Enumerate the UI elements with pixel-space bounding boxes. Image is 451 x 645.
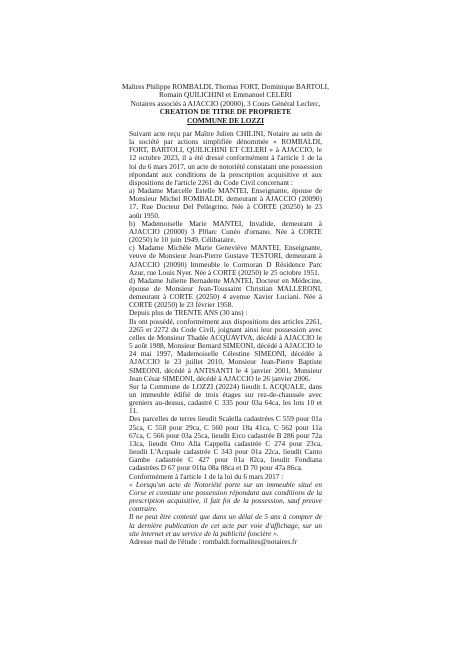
commune-heading: COMMUNE DE LOZZI [186, 115, 265, 125]
party-b: b) Mademoiselle Marie MANTEI, Invalide, demeurant à AJACCIO (20000) 3 Pl0arc Cunéo d'ornano. Née à CORTE (20250) le 10 juin 1949. Célibataire. [129, 218, 322, 245]
party-d: d) Madame Juliette Bernadette MANTEI, Docteur en Médecine, épouse de Monsieur Jean-Toussaint Christian MALLERONI, demeurant à CORTE (20250) 4 avenue Xavier Luciani. Née à CORTE (20250) le 23 février 1958. [129, 275, 322, 310]
notice-title: CREATION DE TITRE DE PROPRIETE [159, 107, 292, 117]
law-quote-2: Il ne peut être contesté que dans un délai de 5 ans à compter de la dernière publication de cet acte par voie d'affichage, sur un site internet et au service de la publicité foncière ». [129, 512, 322, 538]
law-quote-1: « Lorsqu'un acte de Notoriété porte sur un immeuble situé en Corse et constate une possession répondant aux conditions de la prescription acquisitive, il fait foi de la possession, sauf preuve contraire. [129, 479, 322, 514]
conformity-line: Conformément à l'article 1 de la loi du 6 mars 2017 : [129, 471, 284, 481]
office-email: Adresse mail de l'étude : rombaldi.formalites@notaires.fr [129, 536, 297, 546]
notice-body [129, 130, 322, 546]
party-c: c) Madame Michèle Marie Geneviève MANTEI, Enseignante, veuve de Monsieur Jean-Pierre Gustave TESTORI, demeurant à AJACCIO (20090) Immeuble le Cormoran D Résidence Parc Azur, rue Louis Nyer. Née à CORTE (20250) le 25 octobre 1951. [129, 243, 322, 277]
possession-paragraph: Ils ont possédé, conformément aux dispositions des articles 2261, 2265 et 2272 du Code Civil, joignant ainsi leur possession avec celles de Monsieur Thadée ACQUAVIVA, décédé à AJACCIO le 5 août 1988, Monsieur Bernard SIMEONI, décédé à AJACCIO le 24 mai 1997, Mademoiselle Célestine SIMEONI, décédée à AJACCIO le 23 juillet 2010, Monsieur Jean-Pierre Baptiste SIMEONI, décédé à ANTISANTI le 4 janvier 2001, Monsieur Jean César SIMEONI, décédé à AJACCIO le 26 janvier 2006. [129, 316, 322, 383]
property-paragraph: Sur la Commune de LOZZI (20224) lieudit L ACQUALE, dans un immeuble édifié de trois étages sur rez-de-chaussée avec greniers au-dessus, cadastré C 335 pour 03a 64ca, les lots 10 et 11. [129, 381, 322, 416]
intro-paragraph: Suivant acte reçu par Maître Julien CHILINI, Notaire au sein de la société par actions simplifiée dénommée « ROMBALDI, FORT, BARTOLI, QUILICHINI ET CELERI » à AJACCIO, le 12 octobre 2023, il a été dressé conformément à l'article 1 de la loi du 6 mars 2017, un acte de notoriété constatant une possession répondant aux conditions de la prescription acquisitive et aux dispositions de l'article 2261 du Code Civil concernant : [129, 129, 322, 187]
parcels-paragraph: Des parcelles de terres lieudit Scalella cadastrées C 559 pour 01a 25ca, C 558 pour 29ca, C 560 pour 18a 41ca, C 562 pour 11a 67ca, C 566 pour 03a 25ca, lieudit Erco cadastrée B 286 pour 72a 13ca, lieudit Orto Alla Cappella cadastrée C 274 pour 23ca, lieudit L'Acquale cadastrée C 343 pour 01a 22ca, lieudit Canto Gambe cadastrée C 427 pour 01a 82ca, lieudit Fondiana cadastrées D 67 pour 01ha 08a 08ca et D 70 pour 47a 86ca. [129, 414, 322, 473]
possession-duration: Depuis plus de TRENTE ANS (30 ans) : [129, 308, 248, 318]
notaries-address: Notaires associés à AJACCIO (20000), 3 Cours Général Leclerc, [130, 98, 321, 108]
notaries-names: Maîtres Philippe ROMBALDI, Thomas FORT, Dominique BARTOLI, Romain QUILICHINI et Emmanuel CELERI [122, 82, 329, 100]
notice-header [120, 83, 331, 125]
party-a: a) Madame Marcelle Estelle MANTEI, Enseignante, épouse de Monsieur Michel ROMBALDI, demeurant à AJACCIO (20090) 17, Rue Docteur Del Pellegrino. Née à CORTE (20250) le 23 août 1950. [129, 186, 322, 220]
